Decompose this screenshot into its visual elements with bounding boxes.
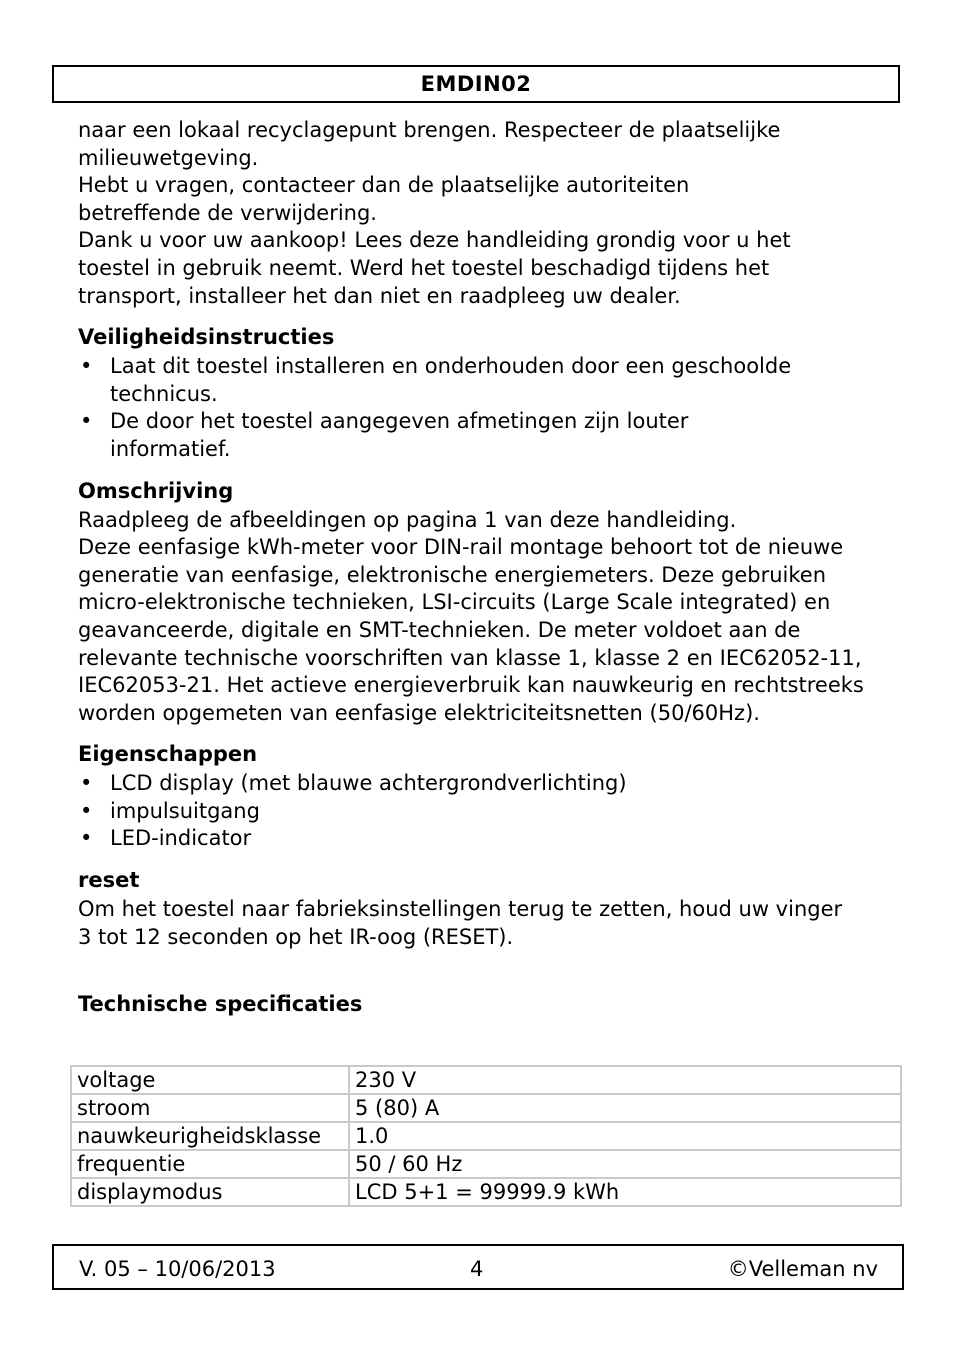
table-row — [71, 1066, 901, 1094]
spec-label: stroom — [71, 1094, 349, 1122]
features-heading: Eigenschappen — [78, 742, 258, 767]
list-item: • De door het toestel aangegeven afmetingen zijn louter informatief. — [80, 409, 689, 461]
footer-version: V. 05 – 10/06/2013 — [79, 1257, 276, 1281]
description-paragraph-1: Raadpleeg de afbeeldingen op pagina 1 van deze handleiding. — [78, 507, 737, 532]
intro-paragraph-3: Dank u voor uw aankoop! Lees deze handleiding grondig voor u het toestel in gebruik neemt. Werd het toestel beschadigd tijdens het transport, installeer het dan niet en raadpleeg uw dealer. — [78, 228, 791, 308]
specs-heading: Technische specificaties — [78, 992, 363, 1017]
reset-heading: reset — [78, 868, 140, 893]
safety-heading: Veiligheidsinstructies — [78, 325, 335, 350]
spec-label: frequentie — [71, 1150, 349, 1178]
footer-copyright: ©Velleman nv — [727, 1257, 878, 1281]
table-row — [71, 1122, 901, 1150]
features-list — [78, 770, 878, 853]
bullet-icon: • — [80, 771, 93, 796]
table-row — [71, 1094, 901, 1122]
footer-page-number: 4 — [470, 1257, 484, 1281]
spec-value: 50 / 60 Hz — [349, 1150, 901, 1178]
description-paragraph-2: Deze eenfasige kWh-meter voor DIN-rail montage behoort tot de nieuwe generatie van eenfasige, elektronische energiemeters. Deze gebruiken micro-elektronische technieken, LSI-circuits (Large Scale integrated) en geavanceerde, digitale en SMT-technieken. De meter voldoet aan de relevante technische voorschriften van klasse 1, klasse 2 en IEC62052-11, IEC62053-21. Het actieve energieverbruik kan nauwkeurig en rechtstreeks worden opgemeten van eenfasige elektriciteitsnetten (50/60Hz). — [78, 535, 864, 725]
page-content — [78, 117, 878, 1018]
list-item: • LED-indicator — [78, 825, 878, 853]
spec-value: 230 V — [349, 1066, 901, 1094]
table-row — [71, 1150, 901, 1178]
list-item: • Laat dit toestel installeren en onderhouden door een geschoolde technicus. — [80, 354, 792, 406]
table-row — [71, 1178, 901, 1206]
spec-value: 1.0 — [349, 1122, 901, 1150]
document-title: EMDIN02 — [420, 72, 532, 96]
intro-paragraph-2: Hebt u vragen, contacteer dan de plaatselijke autoriteiten betreffende de verwijdering. — [78, 173, 690, 225]
spec-value: 5 (80) A — [349, 1094, 901, 1122]
list-item: • LCD display (met blauwe achtergrondverlichting) — [78, 770, 878, 798]
spec-label: voltage — [71, 1066, 349, 1094]
intro-paragraph-1: naar een lokaal recyclagepunt brengen. Respecteer de plaatselijke milieuwetgeving. — [78, 118, 781, 170]
header-box — [52, 65, 900, 103]
spec-value: LCD 5+1 = 99999.9 kWh — [349, 1178, 901, 1206]
bullet-icon: • — [80, 409, 93, 434]
bullet-icon: • — [80, 354, 93, 379]
bullet-icon: • — [80, 826, 93, 851]
footer-box — [52, 1244, 904, 1290]
bullet-icon: • — [80, 798, 93, 823]
spec-label: displaymodus — [71, 1178, 349, 1206]
description-heading: Omschrijving — [78, 478, 234, 503]
reset-paragraph: Om het toestel naar fabrieksinstellingen terug te zetten, houd uw vinger 3 tot 12 seconden op het IR-oog (RESET). — [78, 897, 843, 949]
safety-list — [78, 353, 878, 463]
spec-label: nauwkeurigheidsklasse — [71, 1122, 349, 1150]
list-item: • impulsuitgang — [78, 798, 878, 826]
specs-table — [70, 1065, 902, 1207]
